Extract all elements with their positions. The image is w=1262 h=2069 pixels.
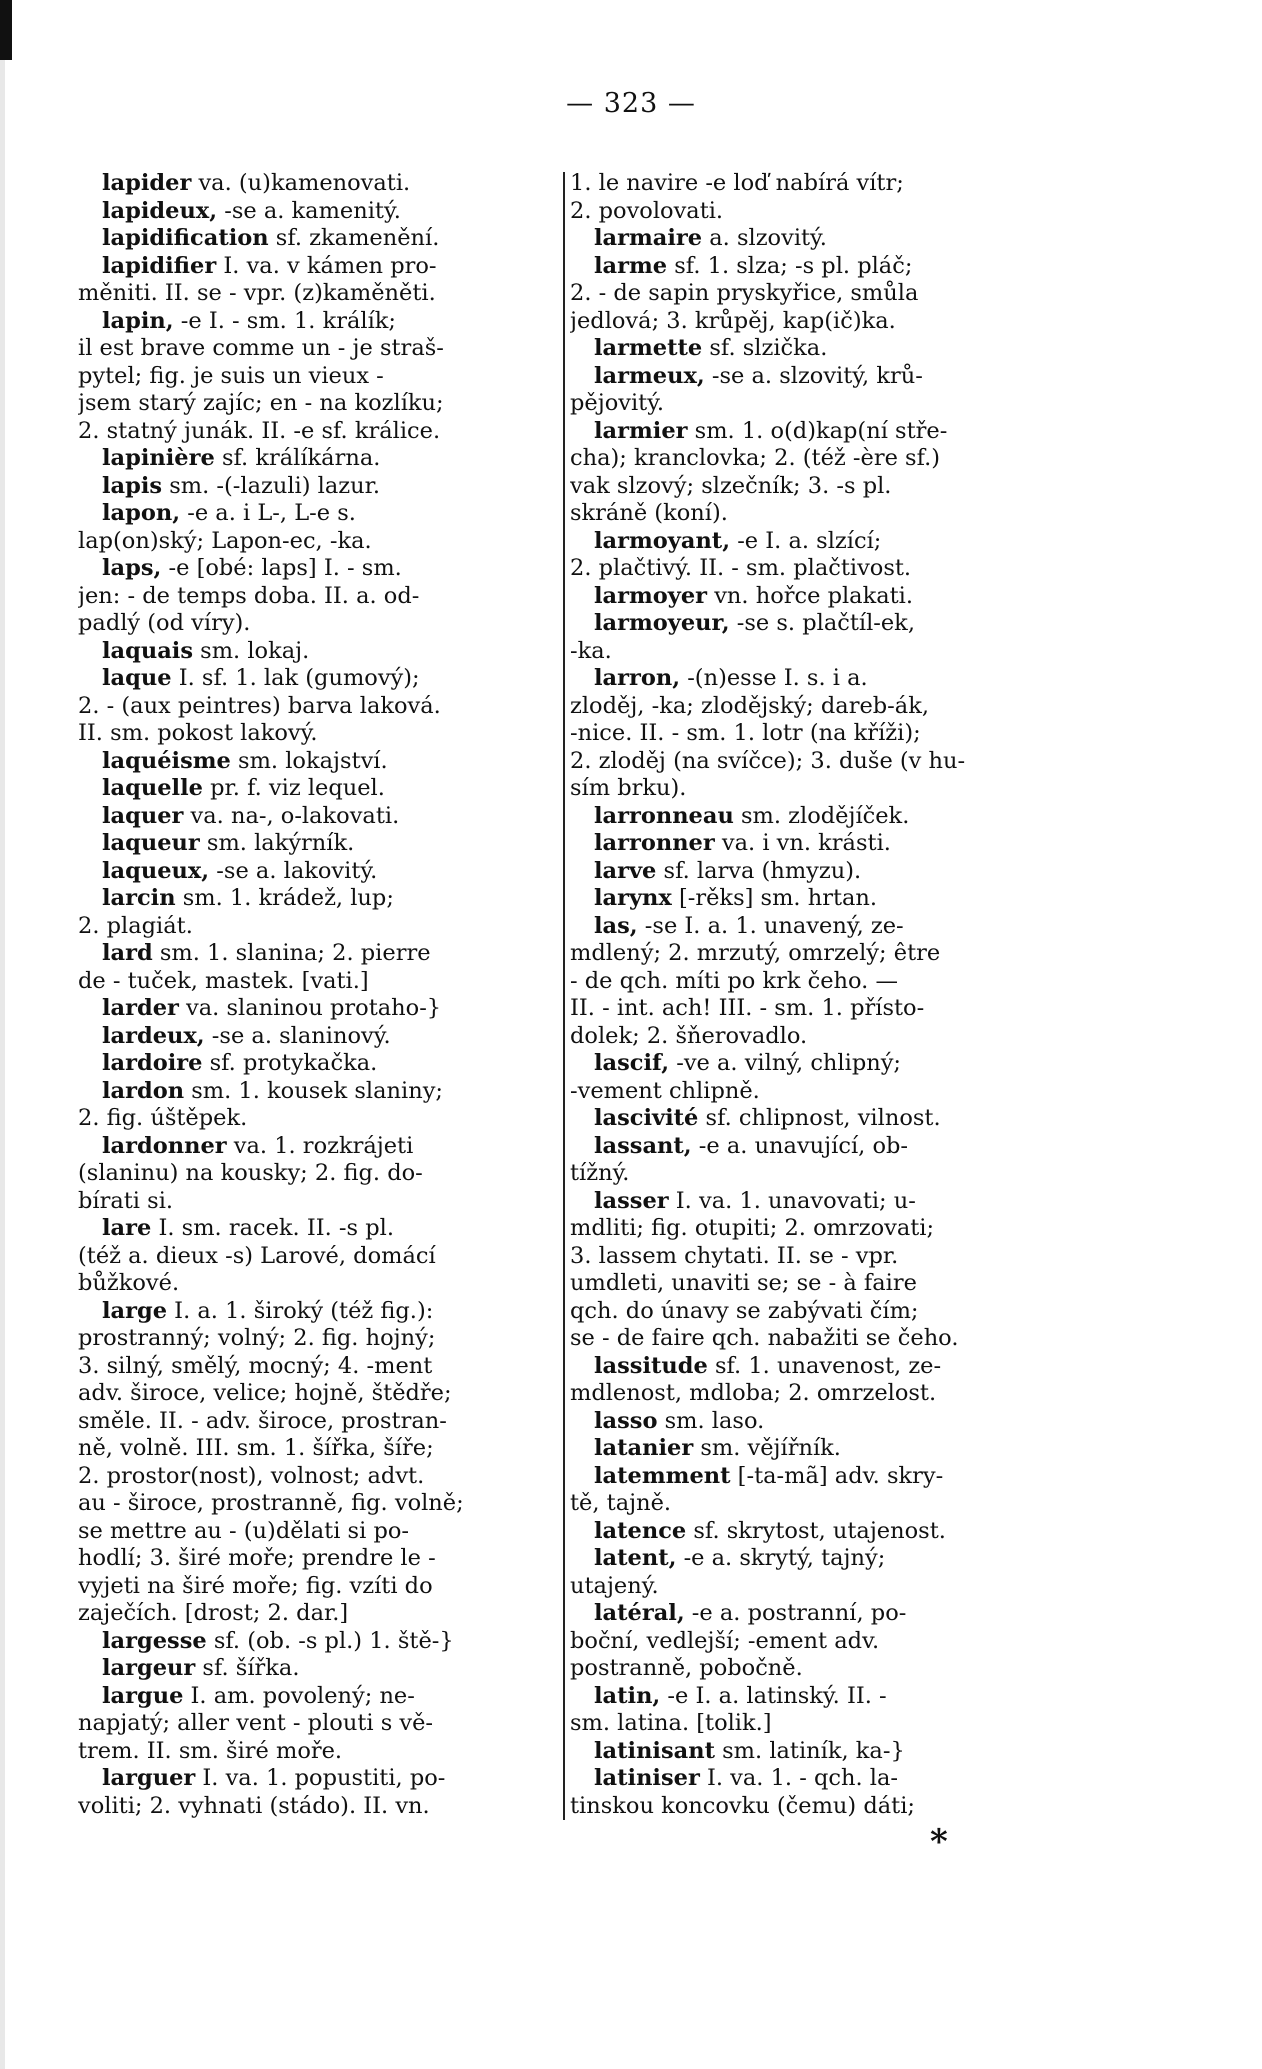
dictionary-entry-line: lapideux, -se a. kamenitý. [102,197,401,224]
dictionary-continuation-line: tížný. [570,1160,630,1186]
dictionary-continuation-line: boční, vedlejší; -ement adv. [570,1627,880,1654]
headword: larronneau [594,802,734,829]
headword: lard [102,940,153,966]
dictionary-entry-line: lapis sm. -(-lazuli) lazur. [102,472,381,499]
dictionary-entry-line: latence sf. skrytost, utajenost. [594,1517,946,1544]
dictionary-continuation-line: 2. - (aux peintres) barva laková. [78,692,441,719]
dictionary-continuation-line: voliti; 2. vyhnati (stádo). II. vn. [78,1792,430,1819]
headword: lapin, [102,307,174,334]
dictionary-continuation-line: 2. - de sapin pryskyřice, smůla [570,280,919,306]
dictionary-continuation-line: dolek; 2. šňerovadlo. [570,1022,808,1049]
dictionary-entry-line: large I. a. 1. široký (též fig.): [102,1297,434,1324]
dictionary-entry-line: lassant, -e a. unavující, ob- [594,1132,908,1159]
headword: lapideux, [102,197,218,224]
headword: lardoire [102,1050,203,1076]
dictionary-entry-line: lapon, -e a. i L-, L-e s. [102,500,356,526]
dictionary-continuation-line: lap(on)ský; Lapon-ec, -ka. [78,527,372,554]
dictionary-entry-line: larmoyer vn. hořce plakati. [594,582,914,609]
headword: lapon, [102,500,181,526]
dictionary-column-left [78,170,556,1820]
dictionary-entry-line: larron, -(n)esse I. s. i a. [594,665,868,691]
headword: laquéisme [102,747,231,774]
dictionary-entry-line: lard sm. 1. slanina; 2. pierre [102,940,431,966]
headword: larmette [594,335,703,361]
dictionary-continuation-line: II. sm. pokost lakový. [78,720,318,746]
dictionary-continuation-line: vak slzový; slzečník; 3. -s pl. [570,472,892,499]
dictionary-entry-line: lassitude sf. 1. unavenost, ze- [594,1352,942,1379]
dictionary-entry-line: laquer va. na-, o-lakovati. [102,802,400,829]
footer-asterisk: * [930,1822,948,1862]
dictionary-continuation-line: vyjeti na širé moře; fig. vzíti do [78,1572,433,1599]
dictionary-entry-line: laps, -e [obé: laps] I. - sm. [102,555,402,581]
dictionary-continuation-line: cha); kranclovka; 2. (též -ère sf.) [570,445,941,471]
headword: large [102,1297,168,1324]
dictionary-continuation-line: zaječích. [drost; 2. dar.] [78,1600,349,1626]
dictionary-entry-line: largue I. am. povolený; ne- [102,1682,415,1709]
headword: largeur [102,1655,196,1681]
dictionary-entry-line: laquéisme sm. lokajství. [102,747,388,774]
headword: las, [594,912,638,939]
dictionary-continuation-line: tě, tajně. [570,1490,672,1516]
headword: larmeux, [594,362,705,389]
headword: larcin [102,885,176,911]
headword: larmoyer [594,582,708,609]
dictionary-continuation-line: jedlová; 3. krůpěj, kap(ič)ka. [570,307,896,334]
headword: latence [594,1517,687,1544]
dictionary-continuation-line: 3. silný, smělý, mocný; 4. -ment [78,1352,433,1379]
headword: laque [102,665,172,691]
headword: lardeux, [102,1022,205,1049]
dictionary-entry-line: lasso sm. laso. [594,1407,765,1434]
headword: lardon [102,1077,185,1104]
dictionary-continuation-line: bůžkové. [78,1270,180,1296]
column-divider [563,172,565,1820]
dictionary-continuation-line: padlý (od víry). [78,610,251,636]
dictionary-entry-line: larmette sf. slzička. [594,335,828,361]
dictionary-continuation-line: (slaninu) na kousky; 2. fig. do- [78,1160,423,1186]
headword: larme [594,252,668,279]
dictionary-continuation-line: (též a. dieux -s) Larové, domácí [78,1242,436,1269]
headword: laqueur [102,830,200,856]
dictionary-continuation-line: ně, volně. III. sm. 1. šířka, šíře; [78,1435,434,1461]
dictionary-continuation-line: napjatý; aller vent - plouti s vě- [78,1710,434,1736]
dictionary-entry-line: lardonner va. 1. rozkrájeti [102,1132,414,1159]
headword: lascif, [594,1050,670,1076]
dictionary-entry-line: laquelle pr. f. viz lequel. [102,775,385,801]
headword: lapinière [102,445,215,471]
dictionary-continuation-line: au - široce, prostranně, fig. volně; [78,1490,464,1516]
headword: latent, [594,1545,677,1571]
headword: latin, [594,1682,661,1709]
dictionary-continuation-line: bírati si. [78,1187,174,1214]
headword: lare [102,1215,152,1241]
headword: larmaire [594,225,703,251]
dictionary-continuation-line: tinskou koncovku (čemu) dáti; [570,1792,915,1819]
headword: larmier [594,417,688,444]
dictionary-continuation-line: il est brave comme un - je straš- [78,335,444,361]
headword: larron, [594,665,681,691]
dictionary-entry-line: laquais sm. lokaj. [102,637,310,664]
dictionary-continuation-line: směle. II. - adv. široce, prostran- [78,1407,447,1434]
dictionary-entry-line: larronner va. i vn. krásti. [594,830,891,856]
dictionary-continuation-line: -nice. II. - sm. 1. lotr (na kříži); [570,720,921,746]
dictionary-entry-line: las, -se I. a. 1. unavený, ze- [594,912,904,939]
dictionary-entry-line: lardoire sf. protykačka. [102,1050,378,1076]
headword: lapis [102,472,163,499]
dictionary-entry-line: latin, -e I. a. latinský. II. - [594,1682,887,1709]
dictionary-entry-line: lascif, -ve a. vilný, chlipný; [594,1050,902,1076]
dictionary-continuation-line: měniti. II. se - vpr. (z)kaměněti. [78,280,436,306]
dictionary-continuation-line: hodlí; 3. širé moře; prendre le - [78,1545,436,1571]
dictionary-continuation-line: umdleti, unaviti se; se - à faire [570,1270,917,1296]
dictionary-continuation-line: adv. široce, velice; hojně, štědře; [78,1380,452,1406]
headword: laquer [102,802,184,829]
dictionary-entry-line: latemment [-ta-mã] adv. skry- [594,1462,944,1489]
dictionary-continuation-line: pytel; fig. je suis un vieux - [78,362,384,389]
headword: largue [102,1682,184,1709]
dictionary-entry-line: lardon sm. 1. kousek slaniny; [102,1077,443,1104]
dictionary-entry-line: lapidifier I. va. v kámen pro- [102,252,437,279]
dictionary-continuation-line: pějovitý. [570,390,665,416]
headword: latemment [594,1462,731,1489]
dictionary-entry-line: laque I. sf. 1. lak (gumový); [102,665,420,691]
dictionary-continuation-line: trem. II. sm. širé moře. [78,1737,343,1764]
headword: larve [594,857,657,884]
dictionary-entry-line: lare I. sm. racek. II. -s pl. [102,1215,394,1241]
dictionary-entry-line: latanier sm. vějířník. [594,1435,841,1461]
dictionary-continuation-line: mdlený; 2. mrzutý, omrzelý; être [570,940,941,966]
dictionary-entry-line: largeur sf. šířka. [102,1655,300,1681]
headword: lardonner [102,1132,227,1159]
dictionary-continuation-line: postranně, pobočně. [570,1655,803,1681]
headword: lasso [594,1407,658,1434]
dictionary-entry-line: lapidification sf. zkamenění. [102,225,440,251]
headword: lapidification [102,225,269,251]
dictionary-continuation-line: se mettre au - (u)dělati si po- [78,1517,409,1544]
dictionary-continuation-line: II. - int. ach! III. - sm. 1. přísto- [570,995,925,1021]
dictionary-continuation-line: prostranný; volný; 2. fig. hojný; [78,1325,436,1351]
dictionary-continuation-line: zloděj, -ka; zlodějský; dareb-ák, [570,692,929,719]
headword: lapider [102,170,192,196]
headword: larynx [594,885,672,911]
dictionary-entry-line: lardeux, -se a. slaninový. [102,1022,391,1049]
dictionary-continuation-line: 2. plačtivý. II. - sm. plačtivost. [570,555,912,581]
dictionary-entry-line: latéral, -e a. postranní, po- [594,1600,907,1626]
dictionary-entry-line: larve sf. larva (hmyzu). [594,857,862,884]
dictionary-continuation-line: de - tuček, mastek. [vati.] [78,967,369,994]
dictionary-entry-line: lascivité sf. chlipnost, vilnost. [594,1105,941,1131]
page-shadow-edge [0,60,5,2069]
dictionary-continuation-line: sm. latina. [tolik.] [570,1710,772,1736]
dictionary-continuation-line: skráně (koní). [570,500,728,526]
dictionary-column-right [570,170,1056,1820]
dictionary-entry-line: lapin, -e I. - sm. 1. králík; [102,307,396,334]
headword: lascivité [594,1105,699,1131]
dictionary-entry-line: larguer I. va. 1. popustiti, po- [102,1765,446,1791]
page-binding-edge [0,0,12,60]
dictionary-continuation-line: -ka. [570,637,612,664]
dictionary-entry-line: larmeux, -se a. slzovitý, krů- [594,362,923,389]
dictionary-entry-line: lasser I. va. 1. unavovati; u- [594,1187,916,1214]
dictionary-entry-line: larmier sm. 1. o(d)kap(ní stře- [594,417,948,444]
headword: laquelle [102,775,203,801]
headword: largesse [102,1627,207,1654]
dictionary-entry-line: latinisant sm. latiník, ka-} [594,1737,905,1764]
headword: larronner [594,830,715,856]
headword: lapidifier [102,252,217,279]
dictionary-continuation-line: 1. le navire -e loď nabírá vítr; [570,170,904,196]
headword: larder [102,995,179,1021]
dictionary-entry-line: larme sf. 1. slza; -s pl. pláč; [594,252,913,279]
headword: larmoyant, [594,527,731,554]
dictionary-entry-line: larmoyant, -e I. a. slzící; [594,527,882,554]
dictionary-entry-line: latiniser I. va. 1. - qch. la- [594,1765,898,1791]
dictionary-continuation-line: qch. do únavy se zabývati čím; [570,1297,919,1324]
dictionary-entry-line: larder va. slaninou protaho-} [102,995,442,1021]
dictionary-continuation-line: sím brku). [570,775,687,801]
dictionary-continuation-line: se - de faire qch. nabažiti se čeho. [570,1325,959,1351]
dictionary-entry-line: larronneau sm. zlodějíček. [594,802,910,829]
dictionary-continuation-line: - de qch. míti po krk čeho. — [570,967,898,994]
dictionary-entry-line: largesse sf. (ob. -s pl.) 1. ště-} [102,1627,454,1654]
dictionary-entry-line: larcin sm. 1. krádež, lup; [102,885,394,911]
dictionary-continuation-line: jen: - de temps doba. II. a. od- [78,582,420,609]
dictionary-entry-line: latent, -e a. skrytý, tajný; [594,1545,886,1571]
dictionary-entry-line: laqueur sm. lakýrník. [102,830,355,856]
headword: laquais [102,637,194,664]
dictionary-continuation-line: mdlenost, mdloba; 2. omrzelost. [570,1380,937,1406]
headword: latanier [594,1435,694,1461]
headword: latéral, [594,1600,685,1626]
dictionary-entry-line: lapider va. (u)kamenovati. [102,170,411,196]
dictionary-continuation-line: 2. prostor(nost), volnost; advt. [78,1462,425,1489]
dictionary-continuation-line: 2. fig. úštěpek. [78,1105,248,1131]
dictionary-entry-line: lapinière sf. králíkárna. [102,445,381,471]
dictionary-entry-line: larmaire a. slzovitý. [594,225,827,251]
headword: latinisant [594,1737,715,1764]
dictionary-continuation-line: -vement chlipně. [570,1077,760,1104]
headword: laqueux, [102,857,210,884]
headword: larmoyeur, [594,610,730,636]
dictionary-entry-line: laqueux, -se a. lakovitý. [102,857,378,884]
dictionary-continuation-line: 2. statný junák. II. -e sf. králice. [78,417,441,444]
dictionary-continuation-line: utajený. [570,1572,659,1599]
dictionary-continuation-line: jsem starý zajíc; en - na kozlíku; [78,390,444,416]
headword: latiniser [594,1765,700,1791]
dictionary-continuation-line: mdliti; fig. otupiti; 2. omrzovati; [570,1215,935,1241]
dictionary-entry-line: larmoyeur, -se s. plačtíl-ek, [594,610,915,636]
dictionary-continuation-line: 2. plagiát. [78,912,193,939]
headword: larguer [102,1765,196,1791]
dictionary-continuation-line: 2. zloděj (na svíčce); 3. duše (v hu- [570,747,966,774]
headword: lassitude [594,1352,708,1379]
dictionary-continuation-line: 3. lassem chytati. II. se - vpr. [570,1242,899,1269]
headword: laps, [102,555,162,581]
dictionary-entry-line: larynx [-rěks] sm. hrtan. [594,885,878,911]
headword: lasser [594,1187,669,1214]
headword: lassant, [594,1132,692,1159]
page-number: — 323 — [566,88,696,119]
dictionary-continuation-line: 2. povolovati. [570,197,724,224]
